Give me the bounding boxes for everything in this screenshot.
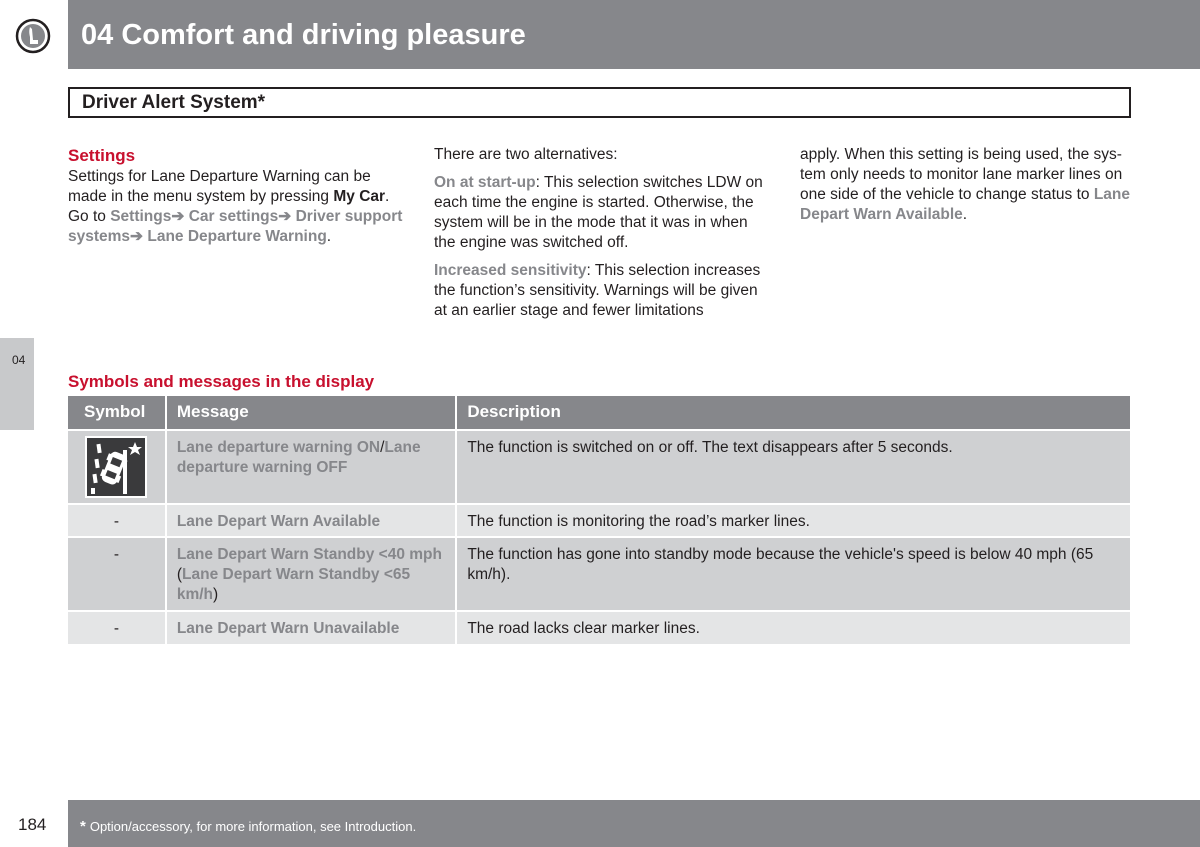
settings-paragraph	[68, 167, 408, 247]
option-label: On at start-up	[434, 174, 536, 191]
table-row	[68, 538, 1130, 610]
table-row	[68, 431, 1130, 503]
message-cell	[167, 431, 455, 503]
status-label: Lane Depart Warn Available	[800, 186, 1131, 223]
page-number: 184	[18, 815, 47, 834]
settings-text: Settings for Lane Departure Warning can be made in the menu system by pressing	[68, 168, 371, 205]
message-paren: (	[176, 566, 183, 583]
footer-note-text: Option/accessory, for more information, see Introduction.	[89, 819, 417, 834]
description-cell: The function has gone into standby mode because the vehicle's speed is below 40 mph (65 km/h).	[457, 538, 1130, 610]
column-header-symbol: Symbol	[68, 396, 165, 429]
option-label: Increased sensitivity	[434, 262, 587, 279]
message-text: Lane departure warning ON	[176, 439, 381, 456]
option-text: : This selection increases the function’s sensitivity. Warnings will be given at an earlier stage and fewer limitations	[434, 262, 761, 319]
seat-icon	[15, 18, 51, 54]
alternatives-intro: There are two alternatives:	[434, 146, 618, 163]
description-cell: The road lacks clear marker lines.	[457, 612, 1130, 644]
arrow-icon: ➔	[278, 208, 292, 225]
column-header-description: Description	[457, 396, 1130, 429]
settings-heading: Settings	[68, 146, 136, 165]
description-cell: The function is monitoring the road’s marker lines.	[457, 505, 1130, 536]
message-text: Lane departure warning OFF	[176, 439, 421, 476]
footer-note	[80, 818, 416, 835]
lane-departure-car-icon	[85, 436, 147, 498]
chapter-tab-label: 04	[12, 353, 26, 367]
header-bar	[68, 0, 1200, 69]
symbol-cell	[68, 431, 165, 503]
menu-path-driver-support: Driver support systems	[68, 208, 403, 245]
settings-period: .	[326, 228, 332, 245]
message-paren: )	[213, 586, 219, 603]
chapter-title: 04 Comfort and driving pleasure	[81, 19, 526, 51]
message-cell: Lane Depart Warn Available	[167, 505, 455, 536]
table-row	[68, 505, 1130, 536]
section-title: Driver Alert System*	[82, 92, 266, 113]
option-increased-sensitivity	[434, 261, 769, 321]
symbol-cell: -	[68, 538, 165, 610]
menu-path-settings: Settings	[110, 208, 172, 225]
option-text: : This selection switches LDW on each time the engine is started. Otherwise, the system will be in the mode that it was in when the engine was switched off.	[434, 174, 763, 251]
continuation-end: .	[962, 206, 968, 223]
symbols-heading: Symbols and messages in the display	[68, 372, 375, 391]
menu-path-lane-departure: Lane Departure Warning	[147, 228, 327, 245]
header-icon-box	[0, 0, 68, 69]
chapter-side-tab	[0, 338, 34, 430]
asterisk-icon: *	[80, 818, 86, 835]
my-car-button-label: My Car	[333, 188, 386, 205]
message-text: Lane Depart Warn Standby <40 mph	[176, 546, 442, 563]
message-text: Lane Depart Warn Standby <65 km/h	[176, 566, 411, 603]
symbol-cell: -	[68, 612, 165, 644]
table-row	[68, 612, 1130, 644]
message-separator: /	[380, 439, 385, 456]
settings-column	[68, 145, 408, 247]
message-cell	[167, 538, 455, 610]
continuation-text: apply. When this setting is being used, the system only needs to monitor lane marker lines on one side of the vehicle to change status to	[800, 146, 1123, 203]
description-cell: The function is switched on or off. The text disappears after 5 seconds.	[457, 431, 1130, 503]
column-header-message: Message	[167, 396, 455, 429]
continuation-column	[800, 145, 1135, 225]
arrow-icon: ➔	[171, 208, 185, 225]
table-header-row	[68, 396, 1130, 429]
arrow-icon: ➔	[130, 228, 144, 245]
option-on-at-startup	[434, 173, 769, 253]
symbol-cell: -	[68, 505, 165, 536]
continuation-paragraph	[800, 145, 1135, 225]
section-title-box	[68, 87, 1131, 118]
settings-text-goto: . Go to	[68, 188, 390, 225]
message-cell: Lane Depart Warn Unavailable	[167, 612, 455, 644]
symbols-table	[68, 396, 1130, 644]
footer-bar	[68, 800, 1200, 847]
menu-path-car-settings: Car settings	[188, 208, 279, 225]
alternatives-column	[434, 145, 769, 321]
